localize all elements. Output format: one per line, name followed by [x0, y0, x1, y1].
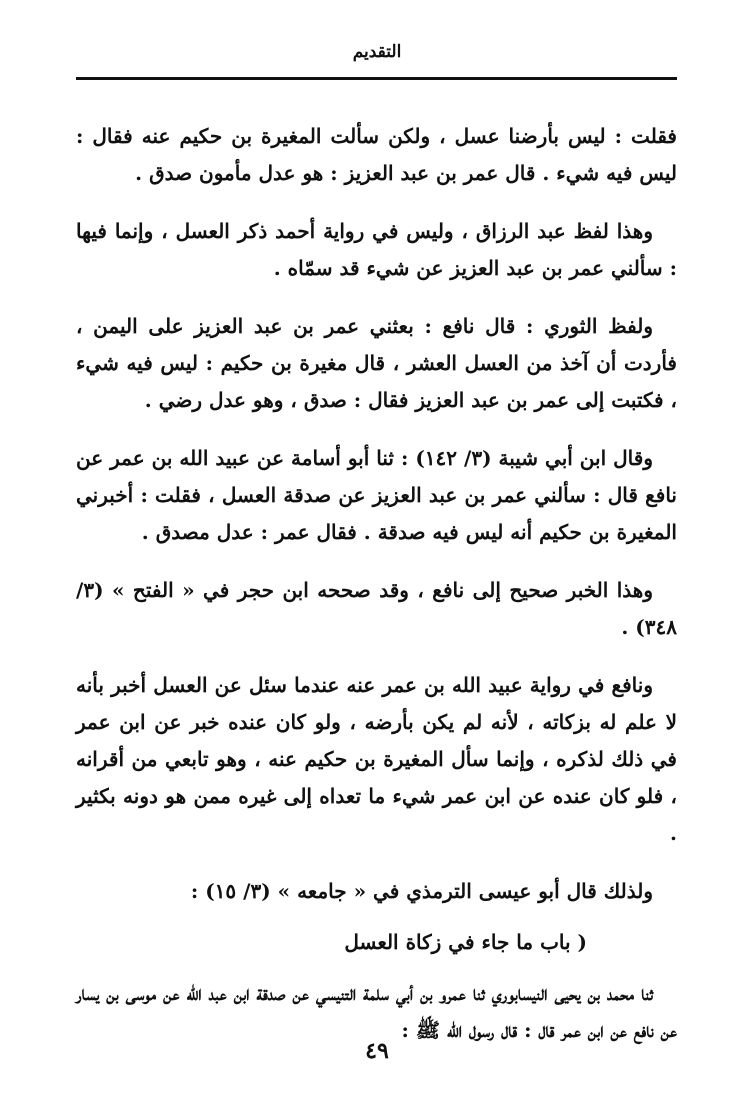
- paragraph-7: ولذلك قال أبو عيسى الترمذي في « جامعه » (٣/ ١٥) :: [190, 879, 653, 903]
- paragraph-6: ونافع في رواية عبيد الله بن عمر عنه عندما سئل عن العسل أخبر بأنه لا علم له بزكاته ، لأنه لم يكن بأرضه ، ولو كان عنده خبر عن ابن عمر في ذلك لذكره ، وإنما سأل المغيرة بن حكيم عنه ، وهو تابعي من أقرانه ، فلو كان عنده عن ابن عمر شيء ما تعداه إلى غيره ممن هو دونه بكثير .: [76, 673, 677, 845]
- paragraph-1: فقلت : ليس بأرضنا عسل ، ولكن سألت المغيرة بن حكيم عنه فقال : ليس فيه شيء . قال عمر بن عبد العزيز : هو عدل مأمون صدق .: [76, 124, 677, 185]
- header-rule: [76, 77, 677, 80]
- body-text: [76, 118, 677, 1070]
- paragraph-8: ثنا محمد بن يحيى النيسابوري ثنا عمرو بن أبي سلمة التنيسي عن صدقة ابن عبد الله عن موسى بن يسار عن نافع عن ابن عمر قال : قال رسول الله ﷺ :: [76, 981, 677, 1042]
- paragraph-3: ولفظ الثوري : قال نافع : بعثني عمر بن عبد العزيز على اليمن ، فأردت أن آخذ من العسل العشر ، قال مغيرة بن حكيم : ليس فيه شيء ، فكتبت إلى عمر بن عبد العزيز فقال : صدق ، وهو عدل رضي .: [76, 314, 677, 412]
- paragraph-4: وقال ابن أبي شيبة (٣/ ١٤٢) : ثنا أبو أسامة عن عبيد الله بن عمر عن نافع قال : سألني عمر بن عبد العزيز عن صدقة العسل ، فقلت : أخبرني المغيرة بن حكيم أنه ليس فيه صدقة . فقال عمر : عدل مصدق .: [76, 446, 677, 544]
- running-header: التقديم: [352, 42, 402, 62]
- paragraph-5: وهذا الخبر صحيح إلى نافع ، وقد صححه ابن حجر في « الفتح » (٣/ ٣٤٨) .: [76, 578, 677, 639]
- paragraph-2: وهذا لفظ عبد الرزاق ، وليس في رواية أحمد ذكر العسل ، وإنما فيها : سألني عمر بن عبد العزيز عن شيء قد سمّاه .: [76, 219, 677, 280]
- page-number: ٤٩: [365, 1038, 389, 1064]
- chapter-heading-quote: ( باب ما جاء في زكاة العسل: [344, 930, 587, 954]
